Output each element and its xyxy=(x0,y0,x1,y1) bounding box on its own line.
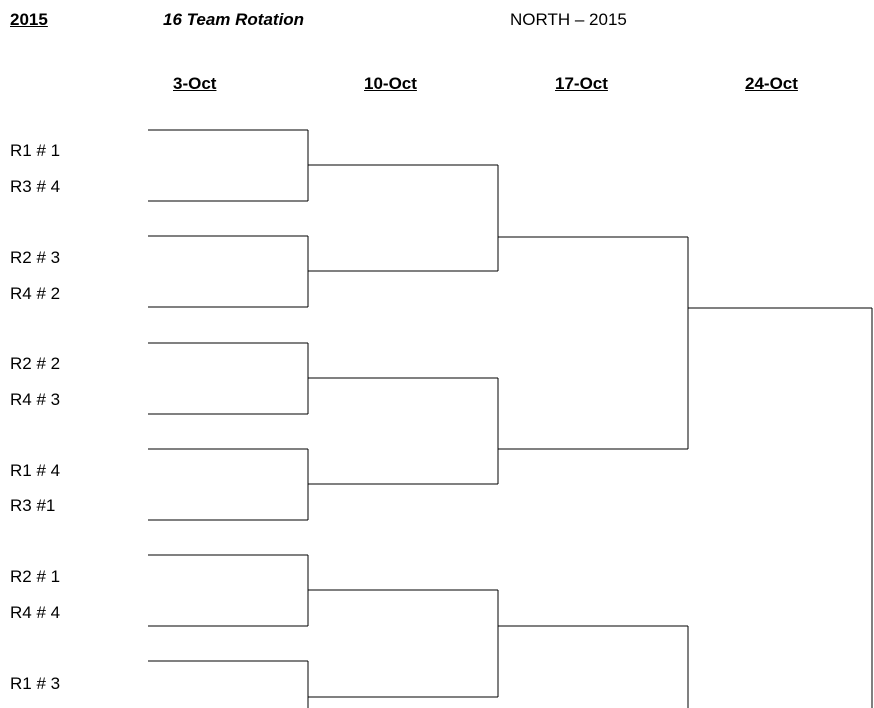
team-label: R3 # 4 xyxy=(10,177,61,196)
team-label: R4 # 3 xyxy=(10,390,61,409)
team-label: R4 # 2 xyxy=(10,284,61,303)
team-label: R1 # 4 xyxy=(10,461,61,480)
team-label: R3 #1 xyxy=(10,496,56,515)
document-year: 2015 xyxy=(10,10,48,29)
round-date-4: 24-Oct xyxy=(745,74,798,93)
region-label: NORTH – 2015 xyxy=(510,10,627,29)
round-date-3: 17-Oct xyxy=(555,74,608,93)
team-label: R4 # 4 xyxy=(10,603,61,622)
team-label: R2 # 3 xyxy=(10,248,61,267)
team-label: R2 # 2 xyxy=(10,354,61,373)
team-label: R2 # 1 xyxy=(10,567,61,586)
round-date-2: 10-Oct xyxy=(364,74,417,93)
document-title: 16 Team Rotation xyxy=(163,10,305,29)
round-date-1: 3-Oct xyxy=(173,74,217,93)
team-label: R1 # 3 xyxy=(10,674,61,693)
team-label: R1 # 1 xyxy=(10,141,61,160)
